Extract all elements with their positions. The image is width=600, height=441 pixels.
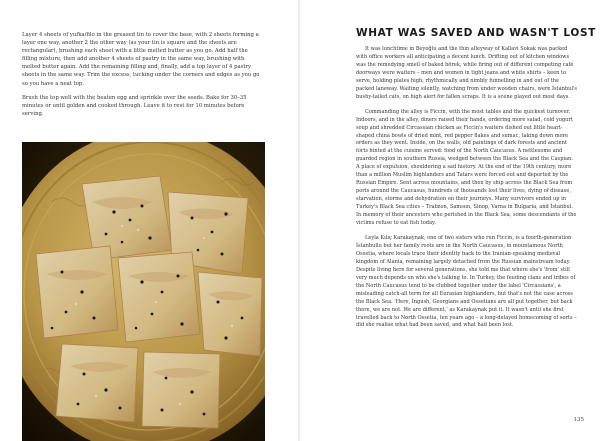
left-page xyxy=(0,0,298,441)
paragraph-1: It was lunchtime in Beyoğlu and the thin alleyway of Kallavi Sokak was packed with office workers all anticipating a decent lunch. Drifting out of kitchen windows was the remedying smell of baked börek, while firing out of different competing café doorways were waiters – men and women in tight jeans and white shirts – keen to serve, holding plates high, rhythmically and nimbly funnelling in and out of the packed laneway. Waiting silently, watching from under wooden chairs, were İstanbul's bushy-tailed cats, on high alert for fallen scraps. It is a scene played out most days. xyxy=(356,46,577,100)
recipe-method xyxy=(22,31,264,124)
section-heading: WHAT WAS SAVED AND WASN'T LOST xyxy=(356,27,596,39)
page-number: 135 xyxy=(573,417,584,423)
method-step-2: Brush the top well with the beaten egg and sprinkle over the seeds. Bake for 30–35 minutes or until golden and cooked through. Leave it to rest for 10 minutes before serving. xyxy=(22,94,247,117)
article-body xyxy=(356,46,578,337)
method-step-1: Layer 4 sheets of yufka/filo in the greased tin to cover the base, with 2 sheets forming a layer one way, another 2 the other way (as your tin is square and the sheets are rectangular), brushing each sheet with a little melted butter as you go. Add half the filling mixture, then add another 4 sheets of pastry in the same way, brushing with melted butter again. Add the remaining filling and, finally, add a top layer of 4 pastry sheets in the same way. Trim the excess, tucking under the corners and edges as you go so you have a neat top. xyxy=(22,32,260,87)
paragraph-3: Leyla Kılıç Karakaynak, one of two sisters who run Ficcin, is a fourth-generation İstanbullu but her family roots are in the North Caucasus, in mountainous North Ossetia, where locals trace their identity back to the Iranian-speaking medieval kingdom of Alania, remaining largely detached from the Russian mainstream today. Despite living here for several generations, she told me that where she's 'from' still very much depends on who she's talking to. In Turkey, the feuding clans and tribes of the North Caucasus tend to be clubbed together under the label 'Circassians', a misleading catch-all term for all Eurasian highlanders, but that's not the case across the Black Sea. 'Here, Ingush, Georgians and Ossetians are all put together, but back there, we are not. We are different,' as Karakaynak put it. It wasn't until she first travelled back to North Ossetia, ten years ago – a long-delayed homecoming of sorts – did she realise what had been saved, and what had been lost. xyxy=(356,234,577,329)
right-page xyxy=(302,0,600,441)
borek-photo xyxy=(22,142,265,441)
paragraph-2: Commanding the alley is Ficcin, with the most tables and the quickest turnover. Indoors, and in the alley, diners raised their hands, ordering more salad, cold yogurt soup and shredded Circassian chicken as Ficcin's waiters dished out little heart-shaped china bowls of dried mint, red pepper flakes and sumac, taking down more orders as they went. Inside, on the walls, old paintings of dark forests and ancient forts hinted at the cuisine served: food of the North Caucasus. A nettlesome and guarded region in southern Russia, wedged between the Black Sea and the Caspian. A place of expulsion, shouldering a sad history. At the end of the 19th century, more than a million Muslim highlanders and Tatars were forced out and deported by the Russian Empire. Sent across mountains, and then by ship across the Black Sea from ports around the Caucasus, hundreds of thousands lost their lives, dying of disease, starvation, storms and dehydration on their journeys. Many survivors ended up in Turkey's Black Sea cities – Trabzon, Samsun, Sinop, Varna in Bulgaria, and İstanbul. In memory of their ancestors who perished in the Black Sea, some descendants of the victims refuse to eat fish today. xyxy=(356,108,577,227)
